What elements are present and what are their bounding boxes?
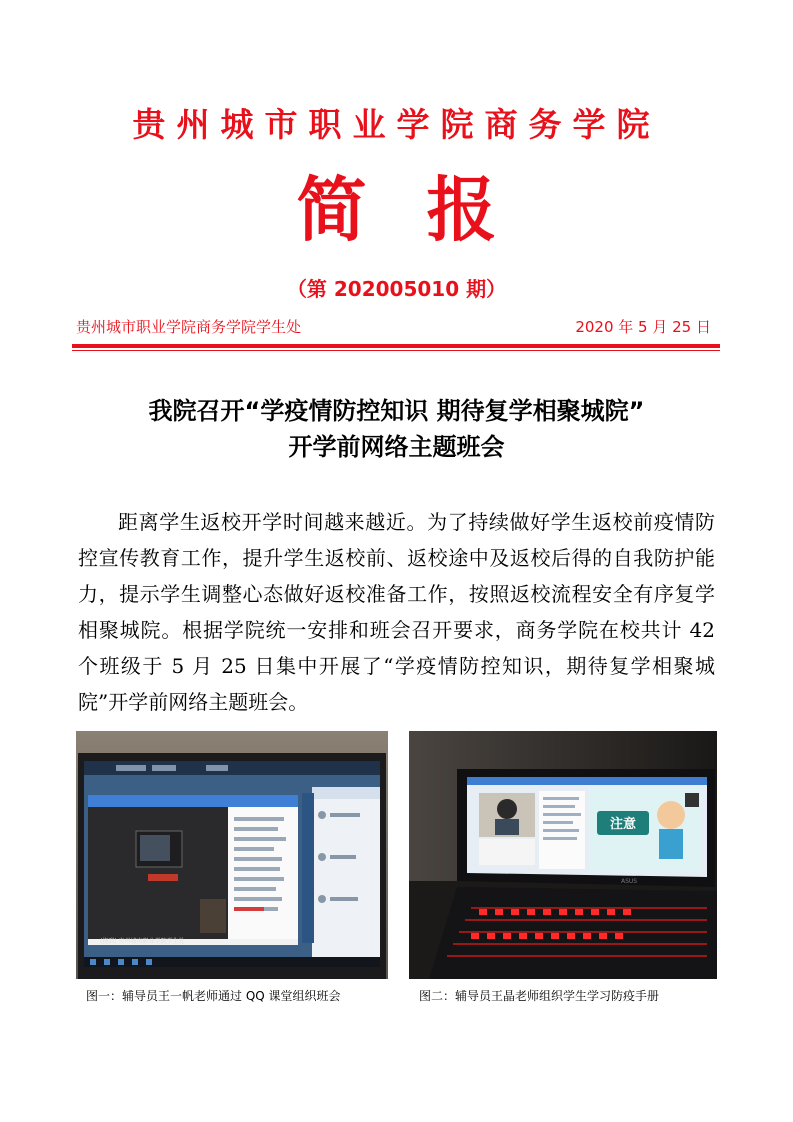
photo2-board-text: 注意 bbox=[609, 817, 637, 832]
header-rule-thin bbox=[72, 350, 720, 351]
photo-caption-2: 图二：辅导员王晶老师组织学生学习防疫手册 bbox=[419, 989, 660, 1003]
bulletin-title bbox=[0, 168, 793, 252]
photo2-brand-text: ASUS bbox=[621, 878, 638, 885]
photo-epidemic-handbook-study bbox=[409, 731, 717, 979]
header-rule-thick bbox=[72, 344, 720, 348]
article-headline-line-1: 我院召开“学疫情防控知识 期待复学相聚城院” bbox=[148, 397, 645, 425]
photo1-overlay-text: (拖到) 贵州城市职业学院学生处 bbox=[100, 938, 185, 945]
org-title: 贵州城市职业学院商务学院 bbox=[132, 105, 661, 144]
article-body: 距离学生返校开学时间越来越近。为了持续做好学生返校前疫情防控宣传教育工作，提升学生返校前、返校途中及返校后得的自我防护能力，提示学生调整心态做好返校准备工作，按照返校流程安全有序复学相聚城院。根据学院统一安排和班会召开要求，商务学院在校共计 42 个班级于 5 月 25 日集中开展了“学疫情防控知识，期待复学相聚城院”开学前网络主题班会。 bbox=[78, 510, 715, 714]
issue-number: （第 202005010 期） bbox=[286, 277, 507, 301]
photo-qq-class-meeting bbox=[76, 731, 388, 979]
bulletin-title-char-1: 简 bbox=[296, 169, 367, 251]
department-name: 贵州城市职业学院商务学院学生处 bbox=[76, 318, 302, 336]
bulletin-title-char-2: 报 bbox=[426, 169, 497, 251]
photo-caption-1: 图一：辅导员王一帆老师通过 QQ 课堂组织班会 bbox=[86, 989, 341, 1003]
article-headline-line-2: 开学前网络主题班会 bbox=[288, 433, 505, 461]
publish-date: 2020 年 5 月 25 日 bbox=[575, 318, 711, 336]
